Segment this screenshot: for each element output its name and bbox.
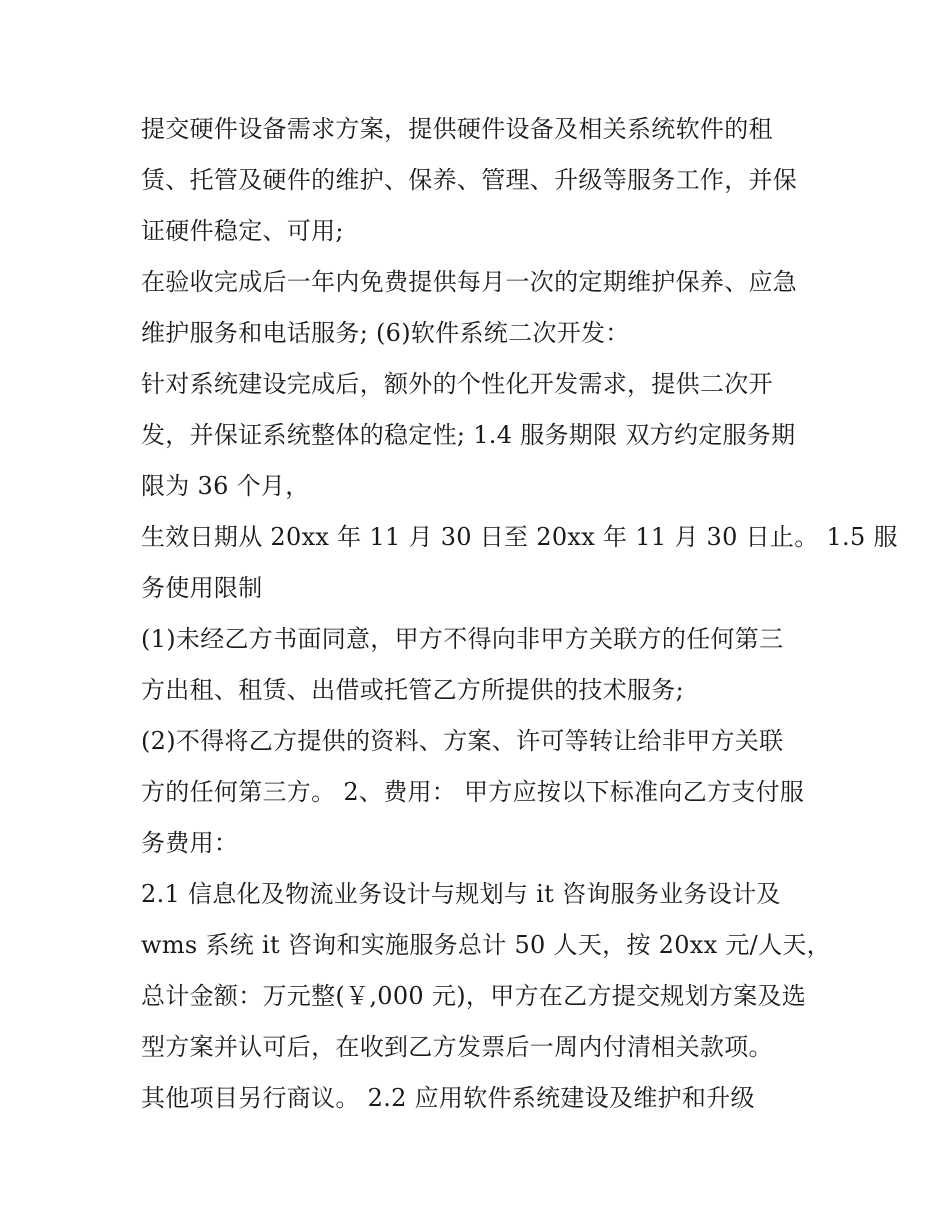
text-line: 务费用： [141,829,239,857]
text-line: 总计金额：万元整(￥,000 元)，甲方在乙方提交规划方案及选 [141,982,807,1010]
text-line: 其他项目另行商议。 2.2 应用软件系统建设及维护和升级 [141,1084,755,1112]
text-line: 在验收完成后一年内免费提供每月一次的定期维护保养、应急 [141,268,798,296]
text-line: 方出租、租赁、出借或托管乙方所提供的技术服务; [141,676,684,704]
text-line: 提交硬件设备需求方案，提供硬件设备及相关系统软件的租 [141,115,773,143]
text-line: 限为 36 个月， [141,472,310,500]
text-line: 型方案并认可后，在收到乙方发票后一周内付清相关款项。 [141,1033,773,1061]
text-line: 赁、托管及硬件的维护、保养、管理、升级等服务工作，并保 [141,166,798,194]
text-line: 针对系统建设完成后，额外的个性化开发需求，提供二次开 [141,370,773,398]
text-line: 证硬件稳定、可用; [141,217,344,245]
text-line: 维护服务和电话服务; (6)软件系统二次开发： [141,319,630,347]
text-line: (2)不得将乙方提供的资料、方案、许可等转让给非甲方关联 [141,727,784,755]
text-line: wms 系统 it 咨询和实施服务总计 50 人天，按 20xx 元/人天， [141,931,831,959]
document-body [141,104,898,1124]
text-line: 方的任何第三方。 2、费用： 甲方应按以下标准向乙方支付服 [141,778,805,806]
text-line: 生效日期从 20xx 年 11 月 30 日至 20xx 年 11 月 30 日止。 1.5 服 [141,523,898,551]
text-line: (1)未经乙方书面同意，甲方不得向非甲方关联方的任何第三 [141,625,784,653]
text-line: 发，并保证系统整体的稳定性; 1.4 服务期限 双方约定服务期 [141,421,796,449]
text-line: 务使用限制 [141,574,263,602]
text-line: 2.1 信息化及物流业务设计与规划与 it 咨询服务业务设计及 [141,880,781,908]
